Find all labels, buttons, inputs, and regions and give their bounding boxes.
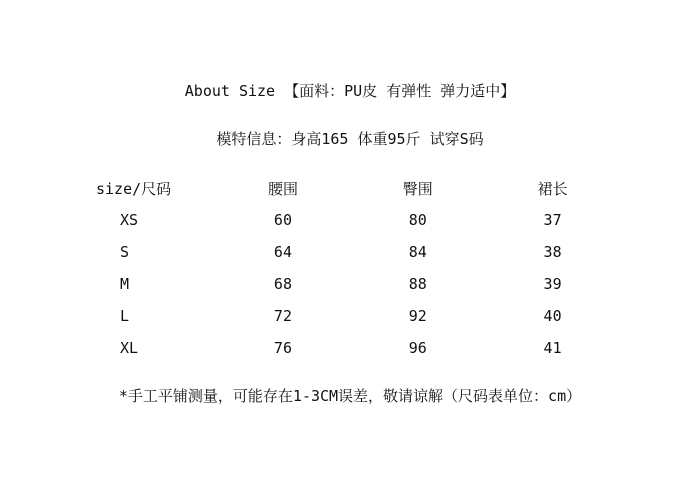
measurement-note: *手工平铺测量，可能存在1-3CM误差，敬请谅解（尺码表单位：cm） [118,387,582,405]
cell-waist: 60 [273,211,292,229]
cell-waist: 72 [273,307,292,325]
cell-size: XL [120,339,139,357]
table-row [60,332,620,364]
header-hip: 臀围 [402,179,433,198]
header-waist: 腰围 [267,179,298,198]
table-row [60,204,620,236]
cell-waist: 64 [273,243,292,261]
cell-size: S [120,243,130,261]
cell-size: M [120,275,130,293]
table-row [60,236,620,268]
cell-hip: 88 [408,275,427,293]
cell-hip: 84 [408,243,427,261]
cell-skirt-length: 39 [543,275,562,293]
cell-hip: 92 [408,307,427,325]
table-header-row [60,172,620,204]
cell-skirt-length: 40 [543,307,562,325]
cell-hip: 80 [408,211,427,229]
size-table [60,172,620,364]
cell-waist: 76 [273,339,292,357]
cell-waist: 68 [273,275,292,293]
cell-skirt-length: 37 [543,211,562,229]
model-info: 模特信息：身高165 体重95斤 试穿S码 [216,130,484,148]
header-size: size/尺码 [96,179,172,198]
cell-size: L [120,307,130,325]
cell-size: XS [120,211,139,229]
cell-hip: 96 [408,339,427,357]
table-row [60,268,620,300]
cell-skirt-length: 38 [543,243,562,261]
cell-skirt-length: 41 [543,339,562,357]
page-title: About Size 【面料：PU皮 有弹性 弹力适中】 [184,82,516,100]
header-skirt-length: 裙长 [537,179,568,198]
table-row [60,300,620,332]
